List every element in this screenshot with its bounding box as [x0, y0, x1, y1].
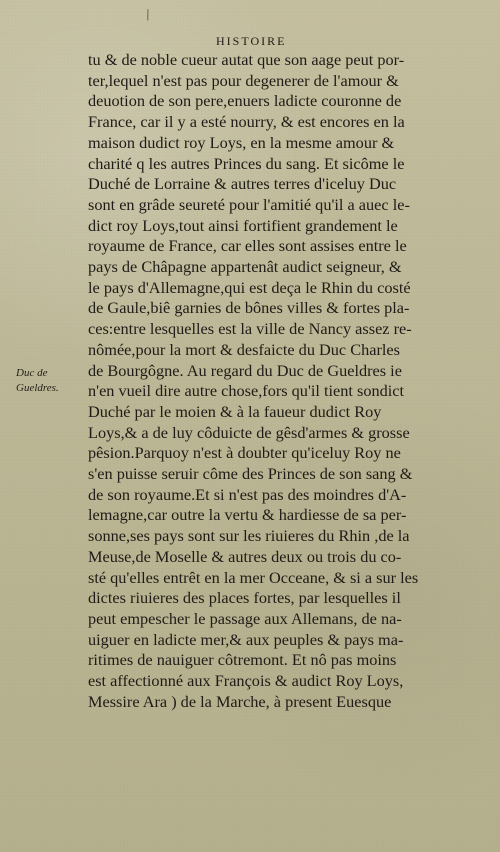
margin-note	[16, 366, 78, 396]
text-line: de Gaule,biê garnies de bônes villes & fortes pla-	[88, 298, 410, 318]
text-line: nômée,pour la mort & desfaicte du Duc Charles	[88, 339, 400, 359]
main-text-block	[88, 50, 450, 713]
text-line: n'en vueil dire autre chose,fors qu'il tient sondict	[88, 381, 405, 401]
text-line: ter,lequel n'est pas pour degenerer de l'amour &	[88, 70, 399, 90]
text-line: ritimes de nauiguer côtremont. Et nô pas moins	[88, 650, 397, 670]
text-line: France, car il y a esté nourry, & est encores en la	[88, 112, 405, 132]
text-line: Loys,& a de luy côduicte de gêsd'armes & grosse	[88, 422, 410, 442]
text-line: de Bourgôgne. Au regard du Duc de Gueldres ie	[88, 360, 402, 380]
text-line: deuotion de son pere,enuers ladicte couronne de	[88, 91, 402, 111]
text-line: Duché par le moien & à la faueur dudict Roy	[88, 401, 382, 421]
text-line: ces:entre lesquelles est la ville de Nancy assez re-	[88, 319, 412, 339]
text-line: charité q les autres Princes du sang. Et sicôme le	[88, 153, 405, 173]
text-line: s'en puisse seruir côme des Princes de son sang &	[88, 464, 413, 484]
text-line: dict roy Loys,tout ainsi fortifient grandement le	[88, 215, 398, 235]
text-line: pays de Châpagne appartenât audict seigneur, &	[88, 257, 402, 277]
margin-note-line: Gueldres.	[16, 382, 59, 394]
text-line: uiguer en ladicte mer,& aux peuples & pays ma-	[88, 629, 404, 649]
text-line: maison dudict roy Loys, en la mesme amour &	[88, 132, 395, 152]
text-line: tu & de noble cueur autat que son aage peut por-	[88, 50, 405, 69]
margin-note-line: Duc de	[16, 367, 48, 379]
text-line: lemagne,car outre la vertu & hardiesse de sa per-	[88, 505, 407, 525]
text-line: Meuse,de Moselle & autres deux ou trois du co-	[88, 546, 402, 566]
running-head: HISTOIRE	[216, 34, 287, 48]
corner-mark: /	[143, 6, 153, 25]
text-line: royaume de France, car elles sont assises entre le	[88, 236, 407, 256]
text-line: sté qu'elles entrêt en la mer Occeane, & si a sur les	[88, 567, 419, 587]
text-line: dictes riuieres des places fortes, par lesquelles il	[88, 588, 401, 608]
text-line: de son royaume.Et si n'est pas des moindres d'A-	[88, 484, 407, 504]
text-line: sont en grâde seureté pour l'amitié qu'il a auec le-	[88, 194, 410, 214]
text-line: sonne,ses pays sont sur les riuieres du Rhin ,de la	[88, 526, 410, 546]
text-line: peut empescher le passage aux Allemans, de na-	[88, 608, 402, 628]
text-line: le pays d'Allemagne,qui est deça le Rhin du costé	[88, 277, 411, 297]
text-line: Messire Ara ) de la Marche, à present Euesque	[88, 691, 392, 711]
text-line: pêsion.Parquoy n'est à doubter qu'iceluy Roy ne	[88, 443, 401, 463]
text-line: est affectionné aux François & audict Roy Loys,	[88, 671, 404, 691]
text-line: Duché de Lorraine & autres terres d'iceluy Duc	[88, 174, 397, 194]
